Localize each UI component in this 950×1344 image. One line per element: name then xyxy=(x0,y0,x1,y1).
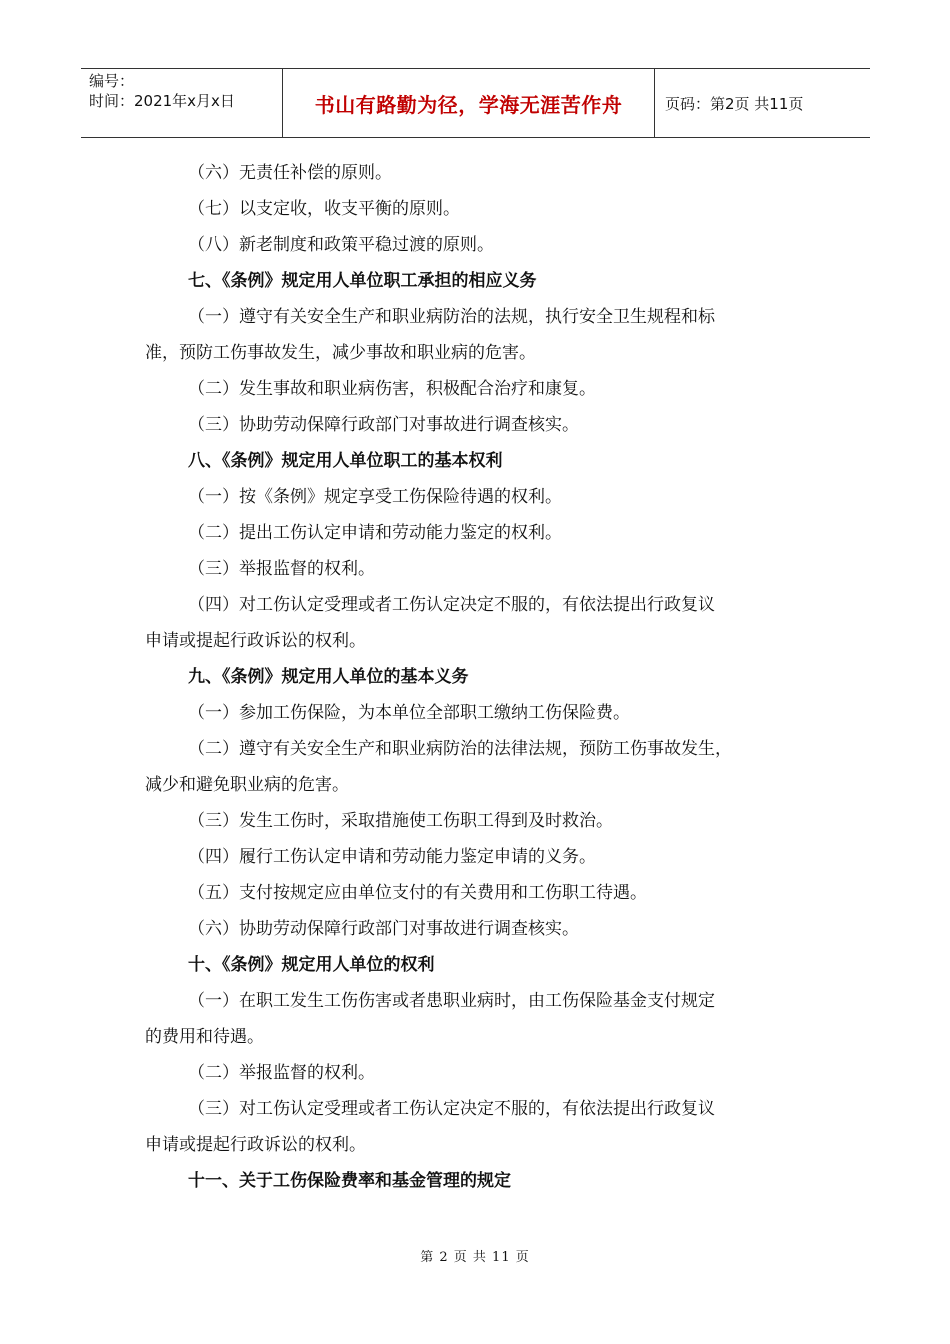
paragraph-line: （二）举报监督的权利。 xyxy=(188,1063,375,1083)
paragraph-line: （八）新老制度和政策平稳过渡的原则。 xyxy=(188,235,494,255)
paragraph-line: （一）按《条例》规定享受工伤保险待遇的权利。 xyxy=(188,487,562,507)
paragraph-line: （三）发生工伤时，采取措施使工伤职工得到及时救治。 xyxy=(188,811,613,831)
paragraph-line: （二）遵守有关安全生产和职业病防治的法律法规，预防工伤事故发生， xyxy=(188,739,732,759)
paragraph-line: （六）无责任补偿的原则。 xyxy=(188,163,392,183)
section-heading: 十、《条例》规定用人单位的权利 xyxy=(188,955,435,975)
paragraph-line: （一）遵守有关安全生产和职业病防治的法规，执行安全卫生规程和标 xyxy=(188,307,715,327)
header-table xyxy=(81,68,870,138)
paragraph-line: 的费用和待遇。 xyxy=(145,1027,264,1047)
section-heading: 九、《条例》规定用人单位的基本义务 xyxy=(188,667,469,687)
paragraph-line: （三）协助劳动保障行政部门对事故进行调查核实。 xyxy=(188,415,579,435)
paragraph-line: （三）对工伤认定受理或者工伤认定决定不服的，有依法提出行政复议 xyxy=(188,1099,715,1119)
page-footer: 第 2 页 共 11 页 xyxy=(420,1250,530,1265)
paragraph-line: （一）在职工发生工伤伤害或者患职业病时，由工伤保险基金支付规定 xyxy=(188,991,715,1011)
document-body xyxy=(145,155,805,1199)
paragraph-line: （五）支付按规定应由单位支付的有关费用和工伤职工待遇。 xyxy=(188,883,647,903)
header-page-info: 页码：第2页 共11页 xyxy=(665,94,804,113)
time-label: 时间：2021年x月x日 xyxy=(89,92,235,110)
header-motto: 书山有路勤为径，学海无涯苦作舟 xyxy=(314,92,623,117)
header-motto-cell xyxy=(283,69,655,137)
paragraph-line: （六）协助劳动保障行政部门对事故进行调查核实。 xyxy=(188,919,579,939)
paragraph-line: （二）提出工伤认定申请和劳动能力鉴定的权利。 xyxy=(188,523,562,543)
header-meta xyxy=(81,69,283,137)
paragraph-line: （四）履行工伤认定申请和劳动能力鉴定申请的义务。 xyxy=(188,847,596,867)
serial-label: 编号： xyxy=(89,72,135,90)
section-heading: 七、《条例》规定用人单位职工承担的相应义务 xyxy=(188,271,537,291)
paragraph-line: （三）举报监督的权利。 xyxy=(188,559,375,579)
paragraph-line: （七）以支定收，收支平衡的原则。 xyxy=(188,199,460,219)
section-heading: 十一、关于工伤保险费率和基金管理的规定 xyxy=(188,1171,511,1191)
paragraph-line: 准，预防工伤事故发生，减少事故和职业病的危害。 xyxy=(145,343,536,363)
paragraph-line: （一）参加工伤保险，为本单位全部职工缴纳工伤保险费。 xyxy=(188,703,630,723)
paragraph-line: 申请或提起行政诉讼的权利。 xyxy=(145,631,366,651)
paragraph-line: 减少和避免职业病的危害。 xyxy=(145,775,349,795)
paragraph-line: 申请或提起行政诉讼的权利。 xyxy=(145,1135,366,1155)
paragraph-line: （四）对工伤认定受理或者工伤认定决定不服的，有依法提出行政复议 xyxy=(188,595,715,615)
header-page-info-cell xyxy=(655,69,870,137)
paragraph-line: （二）发生事故和职业病伤害，积极配合治疗和康复。 xyxy=(188,379,596,399)
section-heading: 八、《条例》规定用人单位职工的基本权利 xyxy=(188,451,503,471)
